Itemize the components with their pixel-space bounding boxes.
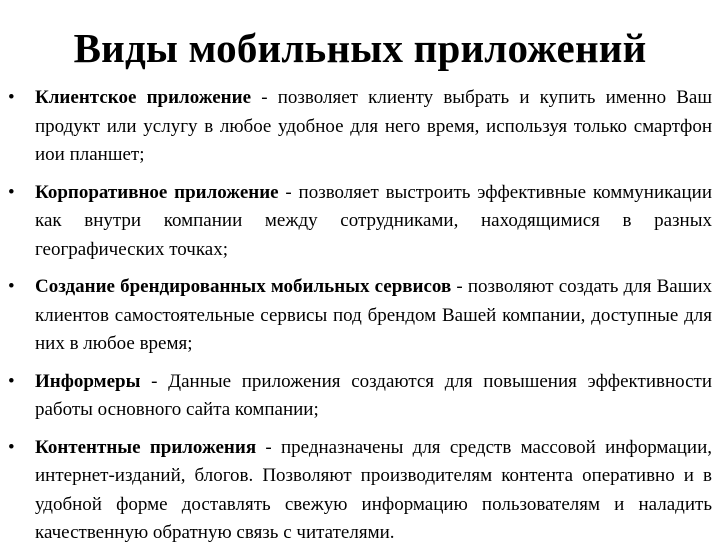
bullet-text: - предназначены для средств массовой информации, интернет-изданий, блогов. Позволяют производителям контента оперативно и в удобной форме доставлять свежую информацию пользователям и наладить качественную обратную связь с читателями. — [35, 436, 713, 543]
bullet-list — [8, 84, 712, 557]
bullet-icon: • — [8, 181, 15, 203]
bullet-item-informers — [8, 368, 712, 425]
bullet-item-branded-services — [8, 273, 712, 359]
bullet-item-content-apps — [8, 434, 712, 548]
bullet-icon: • — [8, 87, 15, 108]
bullet-term: Корпоративное приложение — [35, 181, 279, 203]
bullet-icon: • — [8, 276, 15, 297]
bullet-icon: • — [8, 370, 15, 392]
bullet-text: - позволяет клиенту выбрать и купить именно Ваш продукт или услугу в любое удобное для него время, используя только смартфон иои планшет; — [35, 87, 713, 165]
bullet-icon: • — [8, 436, 15, 458]
slide-title: Виды мобильных приложений — [73, 25, 647, 71]
bullet-text: - позволяют создать для Ваших клиентов самостоятельные сервисы под брендом Вашей компании, доступные для них в любое время; — [35, 276, 712, 354]
bullet-term: Контентные приложения — [35, 436, 257, 458]
bullet-text: - позволяет выстроить эффективные коммуникации как внутри компании между сотрудниками, находящимися в разных географических точках; — [35, 181, 712, 260]
bullet-term: Создание брендированных мобильных сервисов — [35, 276, 452, 297]
bullet-item-client-app — [8, 84, 712, 170]
bullet-term: Информеры — [35, 370, 141, 392]
bullet-text: - Данные приложения создаются для повышения эффективности работы основного сайта компании; — [35, 370, 712, 420]
bullet-item-corporate-app — [8, 179, 712, 265]
bullet-term: Клиентское приложение — [35, 87, 252, 108]
